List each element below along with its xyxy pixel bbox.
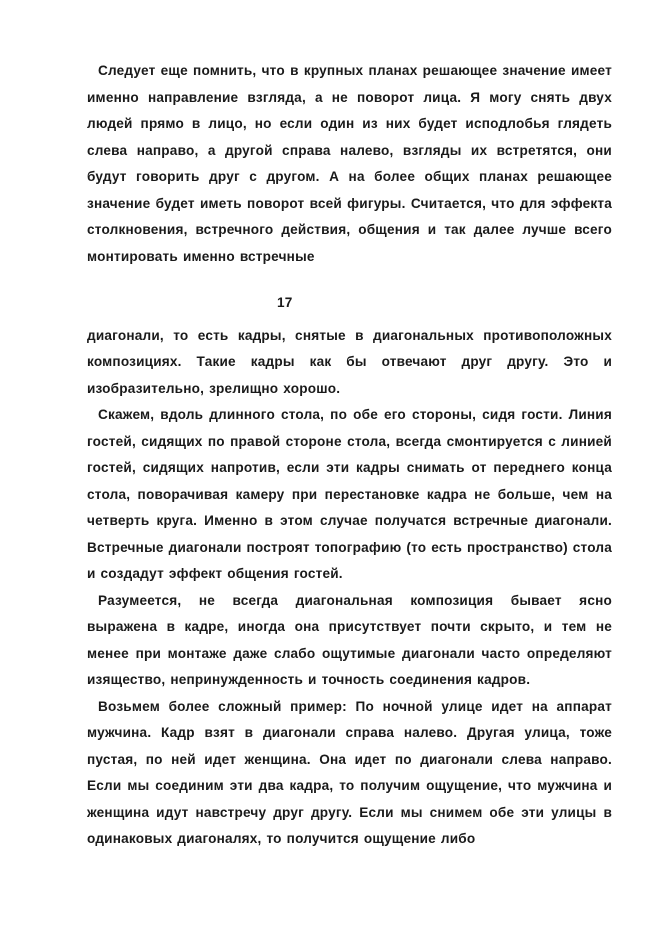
paragraph-continuation: диагонали, то есть кадры, снятые в диагональных противоположных композициях. Такие кадры как бы отвечают друг другу. Это и изобразительно, зрелищно хорошо. <box>87 327 612 396</box>
paragraph-4: Возьмем более сложный пример: По ночной улице идет на аппарат мужчина. Кадр взят в диагонали справа налево. Другая улица, тоже пустая, по ней идет женщина. Она идет по диагонали слева направо. Если мы соединим эти два кадра, то получим ощущение, что мужчина и женщина идут навстречу друг другу. Если мы снимем обе эти улицы в одинаковых диагоналях, то получится ощущение либо <box>87 698 612 846</box>
paragraph-2: Скажем, вдоль длинного стола, по обе его стороны, сидя гости. Линия гостей, сидящих по правой стороне стола, всегда смонтируется с линией гостей, сидящих напротив, если эти кадры снимать от переднего конца стола, поворачивая камеру при перестановке кадра не больше, чем на четверть круга. Именно в этом случае получатся встречные диагонали. Встречные диагонали построят топографию (то есть пространство) стола и создадут эффект общения гостей. <box>87 407 612 581</box>
paragraph-1: Следует еще помнить, что в крупных планах решающее значение имеет именно направление взгляда, а не поворот лица. Я могу снять двух людей прямо в лицо, но если один из них будет исподлобья глядеть слева направо, а другой справа налево, взгляды их встретятся, они будут говорить друг с другом. А на более общих планах решающее значение будет иметь поворот всей фигуры. Считается, что для эффекта столкновения, встречного действия, общения и так далее лучше всего монтировать именно встречные <box>87 63 612 264</box>
paragraph-3: Разумеется, не всегда диагональная композиция бывает ясно выражена в кадре, иногда она присутствует почти скрыто, и тем не менее при монтаже даже слабо ощутимые диагонали часто определяют изящество, непринужденность и точность соединения кадров. <box>87 592 612 687</box>
page-number: 17 <box>277 295 293 310</box>
